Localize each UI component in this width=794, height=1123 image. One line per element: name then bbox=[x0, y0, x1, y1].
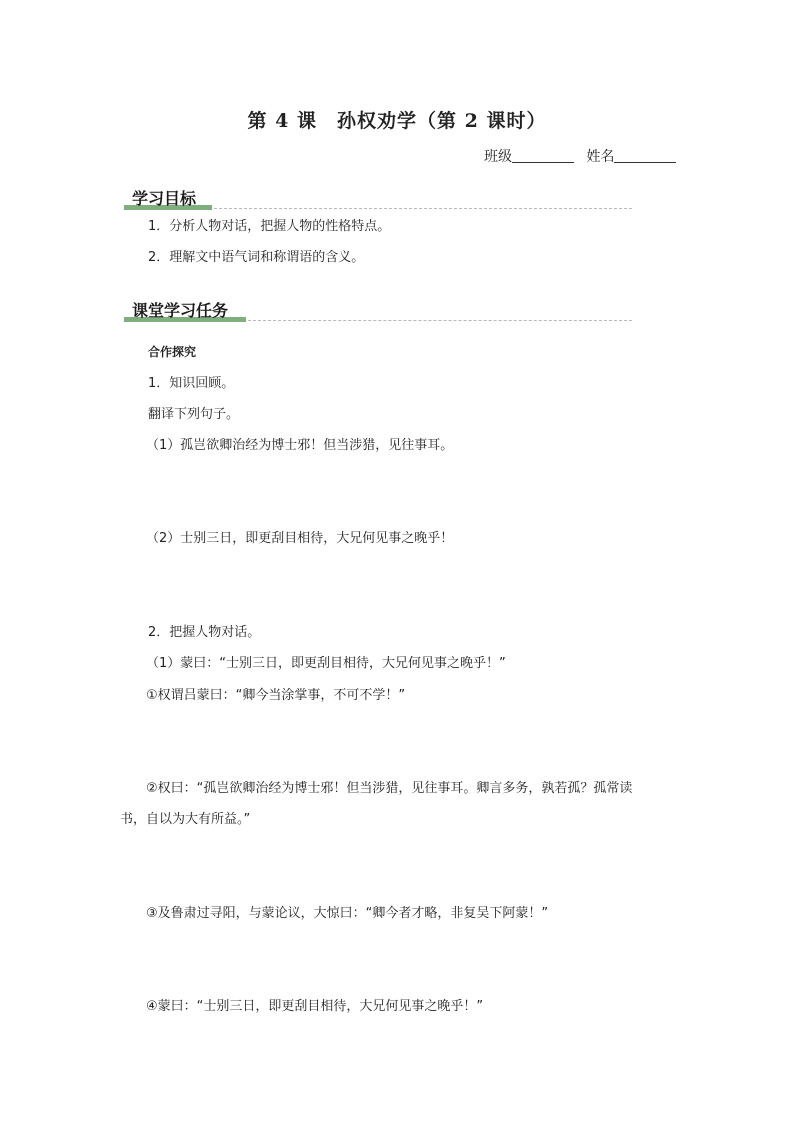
dialogue-quote-4: ④蒙曰：“士别三日，即更刮目相待，大兄何见事之晚乎！” bbox=[146, 999, 484, 1014]
name-label: 姓名 bbox=[586, 149, 615, 165]
class-blank[interactable] bbox=[512, 148, 574, 163]
tasks-heading: 课堂学习任务 bbox=[132, 301, 229, 320]
dialogue-quote-2-cont: 书，自以为大有所益。” bbox=[120, 812, 251, 827]
translate-sentence-2: （2）士别三日，即更刮目相待，大兄何见事之晚乎！ bbox=[146, 531, 454, 546]
tasks-subheading: 合作探究 bbox=[148, 345, 197, 359]
class-label: 班级 bbox=[484, 149, 512, 165]
dialogue-quote-1: ①权谓吕蒙曰：“卿今当涂掌事，不可不学！” bbox=[146, 688, 406, 703]
part2-question: （1）蒙曰：“士别三日，即更刮目相待，大兄何见事之晚乎！” bbox=[146, 656, 506, 671]
part2-title: 2．把握人物对话。 bbox=[148, 625, 261, 640]
translate-sentence-1: （1）孤岂欲卿治经为博士邪！但当涉猎，见往事耳。 bbox=[146, 438, 454, 453]
page-title: 第 4 课 孙权劝学（第 2 课时） bbox=[247, 110, 547, 132]
objectives-divider bbox=[214, 208, 632, 209]
dialogue-quote-3: ③及鲁肃过寻阳，与蒙论议，大惊曰：“卿今者才略，非复吴下阿蒙！” bbox=[146, 906, 549, 921]
name-blank[interactable] bbox=[614, 148, 676, 163]
objectives-heading: 学习目标 bbox=[132, 189, 197, 208]
tasks-divider bbox=[248, 320, 632, 321]
objective-item-1: 1．分析人物对话，把握人物的性格特点。 bbox=[148, 219, 391, 234]
dialogue-quote-2: ②权曰：“孤岂欲卿治经为博士邪！但当涉猎，见往事耳。卿言多务，孰若孤？孤常读 bbox=[146, 781, 633, 796]
objectives-header bbox=[124, 186, 632, 212]
part1-title: 1．知识回顾。 bbox=[148, 376, 235, 391]
objective-item-2: 2．理解文中语气词和称谓语的含义。 bbox=[148, 250, 365, 265]
tasks-header bbox=[124, 298, 632, 324]
part1-instruction: 翻译下列句子。 bbox=[148, 407, 240, 422]
student-info-line bbox=[484, 146, 676, 166]
